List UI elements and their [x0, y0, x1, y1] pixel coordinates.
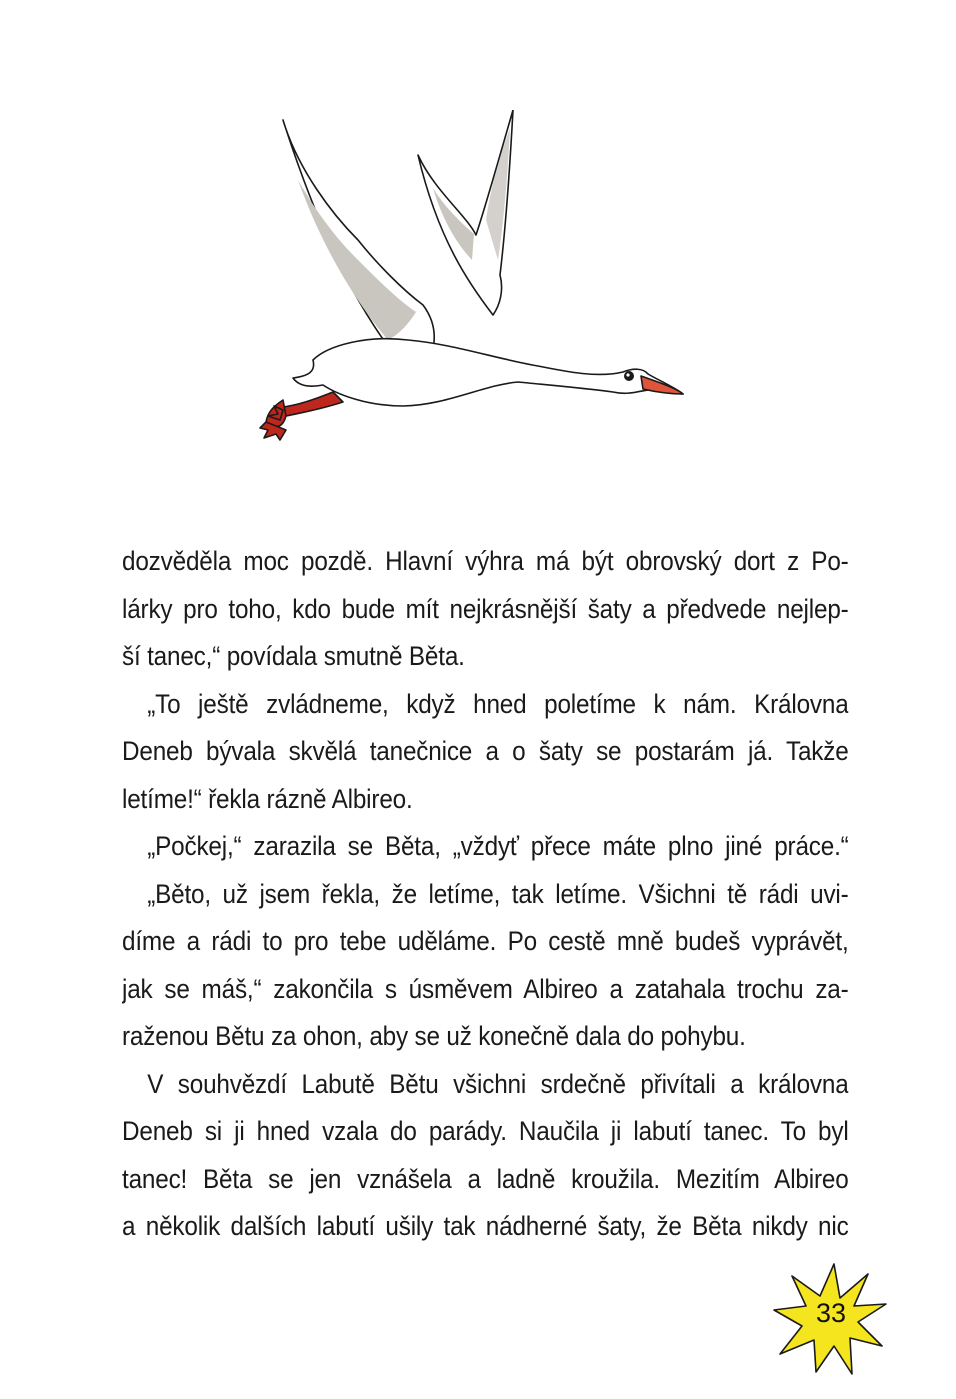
text-line: tanec! Běta se jen vznášela a ladně kroužila. Mezitím Albireo [122, 1163, 849, 1194]
text-line: „Počkej,“ zarazila se Běta, „vždyť přece máte plno jiné práce.“ [147, 831, 849, 861]
text-line: lárky pro toho, kdo bude mít nejkrásnější šaty a předvede nejlep- [122, 593, 849, 624]
text-line: dozvěděla moc pozdě. Hlavní výhra má být obrovský dort z Po- [122, 546, 849, 576]
text-line: „To ještě zvládneme, když hned poletíme k nám. Královna [147, 688, 849, 719]
text-line: ší tanec,“ povídala smutně Běta. [122, 641, 465, 671]
text-line: V souhvězdí Labutě Bětu všichni srdečně přivítali a královna [147, 1068, 849, 1099]
page-number: 33 [815, 1298, 847, 1328]
text-line: díme a rádi to pro tebe uděláme. Po cestě mně budeš vyprávět, [122, 926, 849, 956]
text-line: jak se máš,“ zakončila s úsměvem Albireo a zatahala trochu za- [122, 973, 849, 1004]
text-line: raženou Bětu za ohon, aby se už konečně dala do pohybu. [122, 1021, 746, 1051]
text-line: „Běto, už jsem řekla, že letíme, tak letíme. Všichni tě rádi uvi- [147, 878, 849, 909]
text-line: Deneb si ji hned vzala do parády. Naučila ji labutí tanec. To byl [122, 1116, 849, 1146]
flying-swan-icon [238, 110, 698, 460]
text-line: a několik dalších labutí ušily tak nádherné šaty, že Běta nikdy nic [122, 1211, 849, 1241]
text-line: Deneb bývala skvělá tanečnice a o šaty se postarám já. Takže [122, 736, 849, 766]
body-text [122, 538, 848, 1251]
text-line: letíme!“ řekla rázně Albireo. [122, 783, 413, 814]
